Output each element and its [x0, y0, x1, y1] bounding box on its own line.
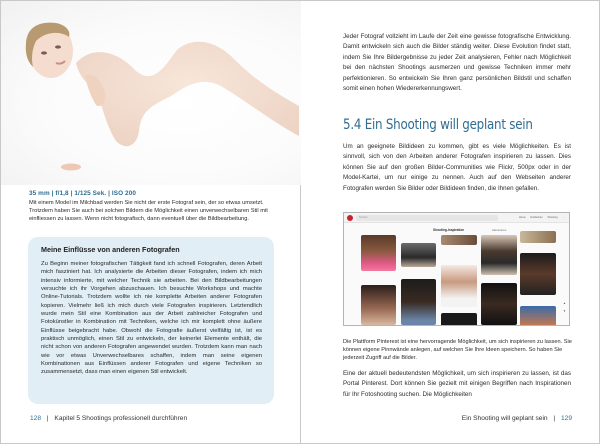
photo-exif-caption: 35 mm | f/1,8 | 1/125 Sek. | ISO 200 — [29, 190, 137, 197]
pin-image — [361, 235, 396, 271]
figure-caption: Die Plattform Pinterest ist eine hervorragende Möglichkeit, um sich inspirieren zu lassen. Sie können eigene Pinnwände anlegen, auf welchen Sie Ihre Ideen speichern. So haben Sie jederzeit Zugriff auf die Bilder. — [343, 339, 572, 361]
page-number-left: 128 — [30, 415, 42, 422]
pinterest-screenshot-figure — [343, 212, 570, 326]
pin-image — [361, 285, 396, 325]
page-number-right: 129 — [560, 415, 572, 422]
pin-image — [441, 265, 477, 307]
pinterest-nav: Home Entdecken Shooting ··· — [518, 216, 565, 219]
pin-image — [441, 235, 477, 245]
info-box-title: Meine Einflüsse von anderen Fotografen — [41, 245, 180, 254]
pin-image — [401, 243, 436, 267]
pinterest-search: Suchen — [356, 215, 498, 221]
pinterest-topbar — [344, 213, 569, 223]
left-footer — [30, 415, 187, 422]
info-box-text: Zu Beginn meiner fotografischen Tätigkeit fand ich schnell Fotografen, deren Arbeit mich fasziniert hat. Ich analysierte die Arbeiten dieser Fotografen, indem ich mich intensiv informierte, mit welcher Technik sie arbeiten. Bei den Bildbearbeitungen versuchte ich ihr Vorgehen abzuschauen. Ich besuchte Workshops und machte Online-Tutorials. Trotzdem wollte ich nie komplette Arbeiten anderer Fotografen kopieren. Vielmehr ließ ich mich durch viele Fotografen inspirieren. Letztendlich wurde mein Stil eine Kombination aus der Arbeit zahlreicher Fotografen und Fotokünstler in Kombination mit Techniken, welche ich mir komplett ohne äußere Einflüsse beigebracht habe. Obwohl die Fotografie äußerst vielfältig ist, ist es praktisch unmöglich, einen Stil zu entwickeln, der keinerlei Elemente enthält, die nicht schon von anderen Fotografen angewendet wurden. Trotzdem kann man nach wie vor etwas Unverwechselbares schaffen, indem man seine eigenen Kombinationen aus Einflüssen anderer Fotografen und eigene Techniken so zusammensetzt, dass man einen eigenen Stil entwickelt. — [41, 261, 262, 376]
paragraph-1: Jeder Fotograf vollzieht im Laufe der Zeit eine gewisse fotografische Entwicklung. Damit entwickeln sich auch die Bilder ständig weiter. Diese Evolution findet statt, indem Sie Ihre Bildergebnisse zu jeder Zeit analysieren, Fehler nach Möglichkeit bei den nächsten Shootings ausmerzen und gewisse Techniken immer mehr perfektionieren. So entwickeln Sie Ihren ganz persönlichen Bildstil und schaffen somit einen hohen Wiedererkennungswert. — [343, 33, 571, 93]
info-box — [28, 237, 274, 404]
chapter-title: Kapitel 5 Shootings professionell durchführen — [54, 415, 188, 422]
pinterest-follow-label: Abonnieren — [492, 228, 507, 232]
footer-separator: | — [46, 415, 49, 422]
pin-image — [481, 283, 517, 325]
pin-image — [441, 313, 477, 326]
photo-caption-text: Mit einem Model im Milchbad werden Sie nicht der erste Fotograf sein, der so etwas umsetzt. Trotzdem haben Sie auch bei solchen Bildern die Möglichkeit einen unverwechselbaren Stil mit einfliessen zu lassen. Wenn nicht fotografisch, dann eventuell über die Bildbearbeitung. — [29, 200, 268, 223]
pin-image — [520, 253, 556, 295]
right-page — [301, 1, 600, 444]
pin-image — [401, 279, 436, 325]
pinterest-logo-icon — [347, 215, 353, 221]
pin-image — [520, 306, 556, 326]
section-title-footer: Ein Shooting will geplant sein — [461, 415, 548, 422]
photo-illustration-icon — [1, 1, 301, 185]
scroll-down-icon: ▼ — [563, 309, 566, 313]
paragraph-2: Um an geeignete Bildideen zu kommen, gibt es viele Möglichkeiten. Es ist sinnvoll, sich von den Arbeiten anderer Fotografen inspirieren zu lassen. Dies können Sie auf den großen Bilder-Communities wie Flickr, 500px oder in der Model-Kartei, um nur einige zu nennen. Auch auf den Webseiten anderer Fotografen werden Sie Bilder oder Bildideen finden, die Ihnen gefallen. — [343, 143, 571, 192]
pin-image — [481, 235, 517, 275]
right-footer — [462, 415, 572, 422]
pin-image — [520, 231, 556, 243]
paragraph-3: Eine der aktuell bedeutendsten Möglichkeit, um sich inspirieren zu lassen, ist das Portal Pinterest. Dort können Sie gezielt mit einigen Begriffen nach Inspirationen für Ihr Fotoshooting suchen. Die Möglichkeiten — [343, 370, 571, 398]
scroll-up-icon: ▲ — [563, 301, 566, 305]
left-page — [1, 1, 301, 444]
pinterest-board-title: Shooting-Inspiration — [433, 228, 465, 232]
photo-milk-bath — [1, 1, 301, 185]
footer-separator: | — [553, 415, 556, 422]
section-heading: 5.4 Ein Shooting will geplant sein — [343, 117, 533, 133]
